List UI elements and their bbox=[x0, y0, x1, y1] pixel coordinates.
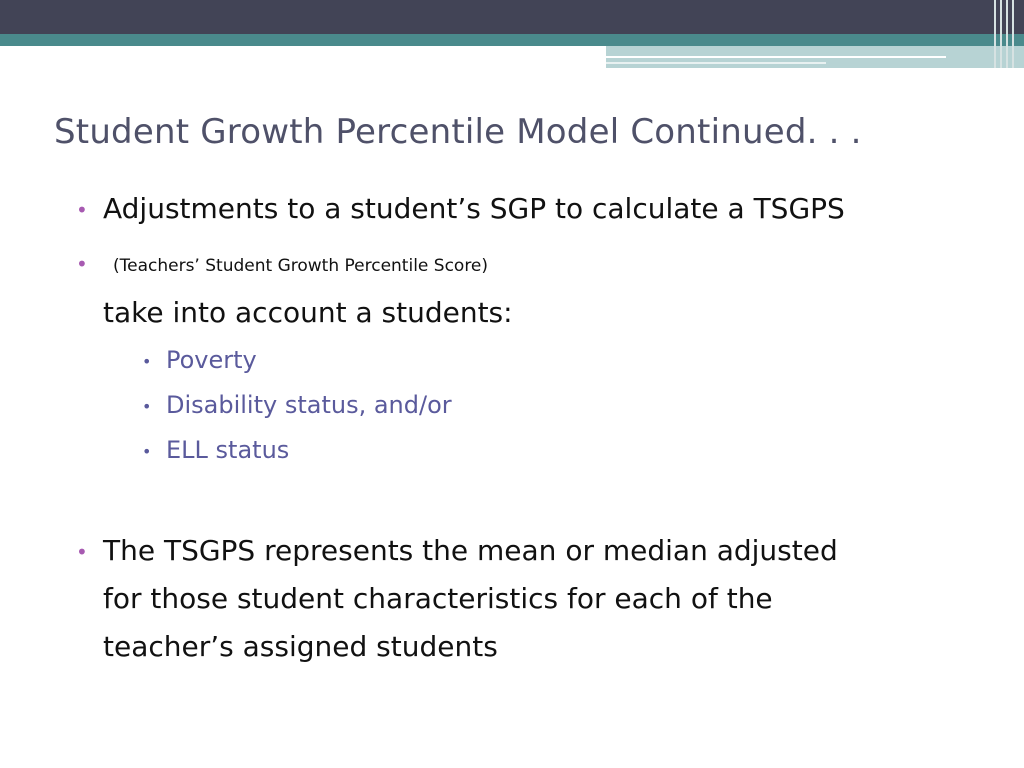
sub-bullet-text: ELL status bbox=[166, 436, 290, 464]
bullet-text-3-line-3: teacher’s assigned students bbox=[103, 630, 498, 663]
bullet-text-3-line-2: for those student characteristics for each of the bbox=[103, 582, 773, 615]
slide-title: Student Growth Percentile Model Continued. . . bbox=[54, 112, 862, 152]
bullet-text-3-line-1: The TSGPS represents the mean or median adjusted bbox=[103, 534, 838, 567]
bullet-marker: • bbox=[76, 252, 88, 276]
bullet-text-1: Adjustments to a student’s SGP to calculate a TSGPS bbox=[103, 192, 845, 225]
bullet-marker: • bbox=[76, 540, 88, 564]
sub-bullet-text: Disability status, and/or bbox=[166, 391, 452, 419]
sub-bullet-marker: • bbox=[142, 442, 152, 461]
sub-bullet-marker: • bbox=[142, 397, 152, 416]
continuation-text: take into account a students: bbox=[103, 296, 513, 329]
bullet-marker: • bbox=[76, 198, 88, 222]
bullet-text-2: (Teachers’ Student Growth Percentile Score) bbox=[113, 256, 489, 276]
sub-bullet-marker: • bbox=[142, 352, 152, 371]
sub-bullet-text: Poverty bbox=[166, 346, 257, 374]
